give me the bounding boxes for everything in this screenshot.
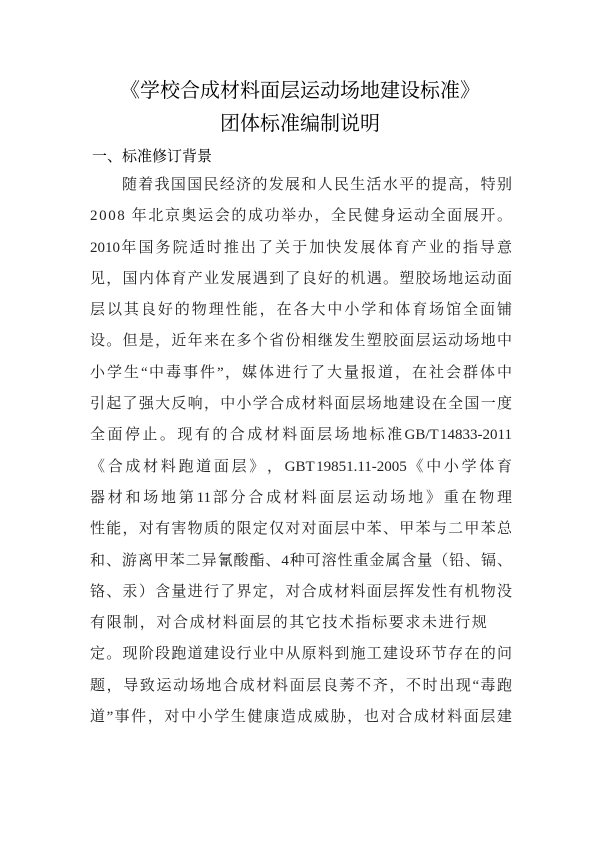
paragraph-line: 和 、 游 离 甲 苯 二 异 氰 酸 酯 、 4 种 可 溶 性 重 金 属 含 量 （ 铅 、 镉 、 xyxy=(90,552,512,569)
paragraph-line: 引 起 了 强 大 反 响 ， 中 小 学 合 成 材 料 面 层 场 地 建 设 在 全 国 一 度 xyxy=(90,396,512,413)
paragraph-line: 设 。 但 是 ， 近 年 来 在 多 个 省 份 相 继 发 生 塑 胶 面 层 运 动 场 地 中 xyxy=(90,333,512,350)
paragraph-line: 2008 年北京奥运会的成功举办，全民健身运动全面展开。 xyxy=(90,208,514,225)
paragraph-line: 有限制，对合成材料面层的其它技术指标要求未进行规 xyxy=(90,615,489,632)
paragraph-line: 随 着 我 国 国 民 经 济 的 发 展 和 人 民 生 活 水 平 的 提 高 ， 特 别 xyxy=(122,177,512,193)
document-subtitle: 团体标准编制说明 xyxy=(220,111,380,135)
paragraph-line: 性 能 ， 对 有 害 物 质 的 限 定 仅 对 对 面 层 中 苯 、 甲 苯 与 二 甲 苯 总 xyxy=(90,521,512,538)
paragraph-line: 铬 、 汞 ） 含 量 进 行 了 界 定 ， 对 合 成 材 料 面 层 挥 发 性 有 机 物 没 xyxy=(90,583,512,600)
paragraph-line: 见 ， 国 内 体 育 产 业 发 展 遇 到 了 良 好 的 机 遇 。 塑 胶 场 地 运 动 面 xyxy=(90,270,512,287)
paragraph-line: 2010 年 国 务 院 适 时 推 出 了 关 于 加 快 发 展 体 育 产 业 的 指 导 意 xyxy=(90,239,512,256)
paragraph-line: 道 ” 事 件 ， 对 中 小 学 生 健 康 造 成 威 胁 ， 也 对 合 成 材 料 面 层 建 xyxy=(90,709,512,726)
body-text xyxy=(90,174,512,737)
paragraph-line: 全 面 停 止 。 现 有 的 合 成 材 料 面 层 场 地 标 准 GB/T 14833-2011 xyxy=(90,427,512,444)
paragraph-line: 题 ， 导 致 运 动 场 地 合 成 材 料 面 层 良 莠 不 齐 ， 不 时 出 现 “ 毒 跑 xyxy=(90,677,512,694)
paragraph-line: 定 。 现 阶 段 跑 道 建 设 行 业 中 从 原 料 到 施 工 建 设 环 节 存 在 的 问 xyxy=(90,646,512,663)
document-title: 《学校合成材料面层运动场地建设标准》 xyxy=(120,78,480,102)
paragraph-line: 层 以 其 良 好 的 物 理 性 能 ， 在 各 大 中 小 学 和 体 育 场 馆 全 面 铺 xyxy=(90,302,512,319)
paragraph-line: 器 材 和 场 地 第 11 部 分 合 成 材 料 面 层 运 动 场 地 》 重 在 物 理 xyxy=(90,489,512,506)
paragraph-line: 《 合 成 材 料 跑 道 面 层 》 ， GBT 19851.11-2005 《 中 小 学 体 育 xyxy=(90,458,512,475)
paragraph-line: 小 学 生 “ 中 毒 事 件 ” ， 媒 体 进 行 了 大 量 报 道 ， 在 社 会 群 体 中 xyxy=(90,364,512,381)
section-heading: 一、标准修订背景 xyxy=(92,147,213,165)
